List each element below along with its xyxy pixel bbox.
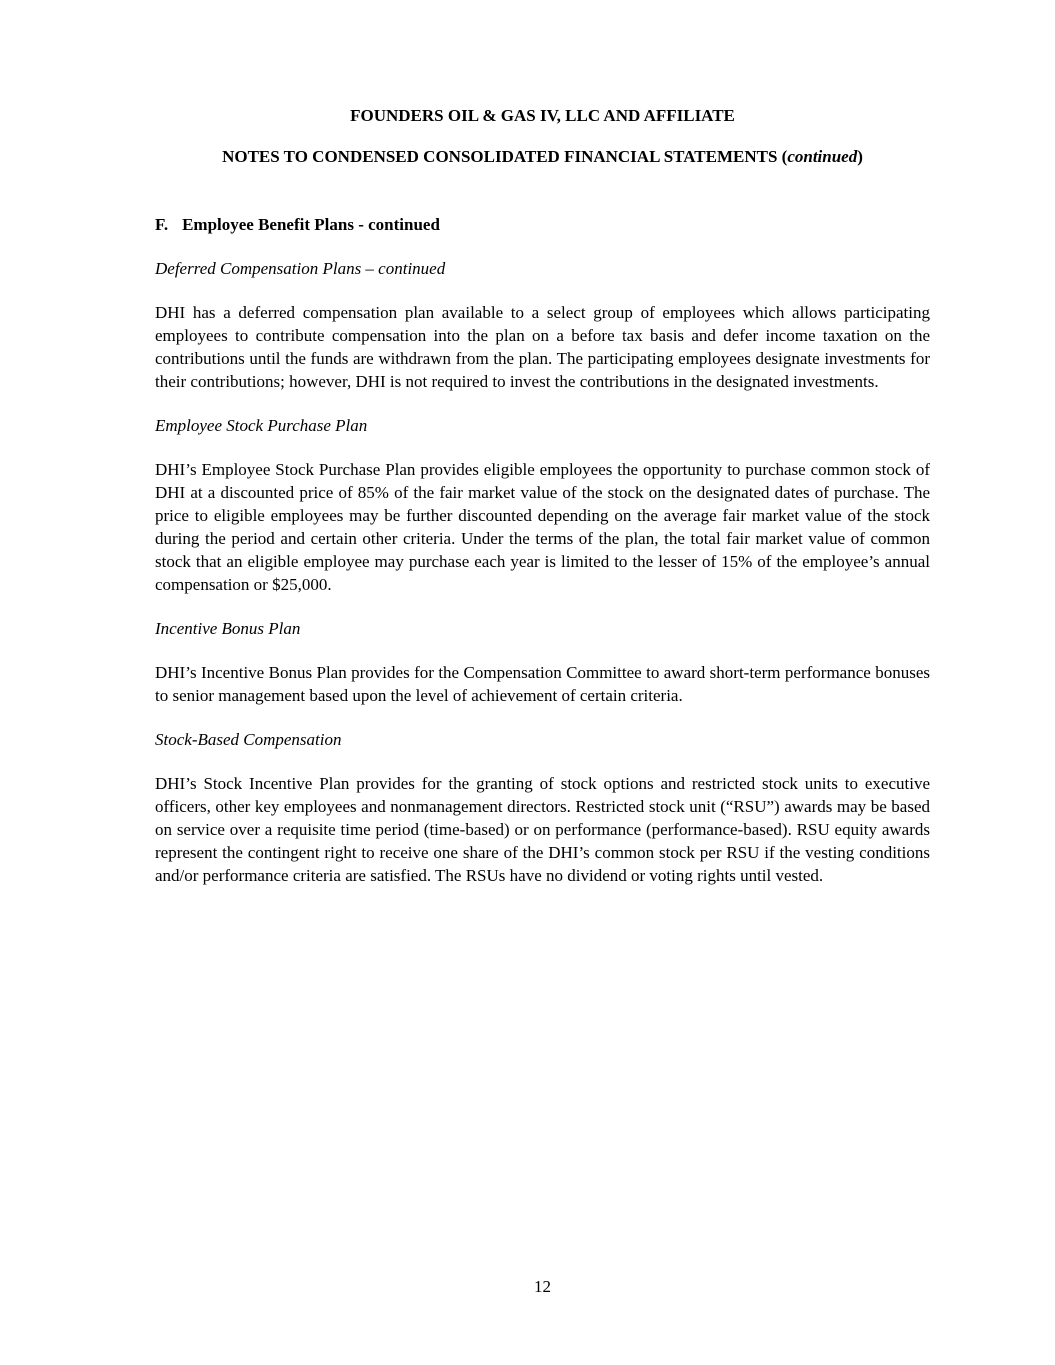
subheading-deferred-compensation: Deferred Compensation Plans – continued	[155, 259, 446, 278]
section-letter: F.	[155, 215, 169, 234]
subheading-employee-stock-purchase: Employee Stock Purchase Plan	[155, 416, 368, 435]
notes-subtitle-prefix: NOTES TO CONDENSED CONSOLIDATED FINANCIAL STATEMENTS (	[222, 147, 788, 166]
paragraph-deferred-compensation: DHI has a deferred compensation plan available to a select group of employees which allows participating employees to contribute compensation into the plan on a before tax basis and defer income taxation on the contributions until the funds are withdrawn from the plan. The participating employees designate investments for their contributions; however, DHI is not required to invest the contributions in the designated investments.	[155, 303, 930, 391]
notes-subtitle-suffix: )	[857, 147, 863, 166]
page-number: 12	[534, 1277, 551, 1296]
subheading-incentive-bonus: Incentive Bonus Plan	[155, 619, 301, 638]
paragraph-stock-based-compensation: DHI’s Stock Incentive Plan provides for the granting of stock options and restricted stock units to executive officers, other key employees and nonmanagement directors. Restricted stock unit (“RSU”) awards may be based on service over a requisite time period (time-based) or on performance (performance-based). RSU equity awards represent the contingent right to receive one share of the DHI’s common stock per RSU if the vesting conditions and/or performance criteria are satisfied. The RSUs have no dividend or voting rights until vested.	[155, 774, 930, 885]
section-heading	[155, 213, 930, 236]
section-title: Employee Benefit Plans - continued	[182, 215, 440, 234]
paragraph-employee-stock-purchase: DHI’s Employee Stock Purchase Plan provides eligible employees the opportunity to purchase common stock of DHI at a discounted price of 85% of the fair market value of the stock on the designated dates of purchase. The price to eligible employees may be further discounted depending on the average fair market value of the stock during the period and certain other criteria. Under the terms of the plan, the total fair market value of common stock that an eligible employee may purchase each year is limited to the lesser of 15% of the employee’s annual compensation or $25,000.	[155, 460, 930, 594]
notes-subtitle-continued: continued	[787, 147, 858, 166]
paragraph-incentive-bonus: DHI’s Incentive Bonus Plan provides for the Compensation Committee to award short-term performance bonuses to senior management based upon the level of achievement of certain criteria.	[155, 663, 930, 705]
notes-subtitle	[155, 145, 930, 168]
document-header	[155, 104, 930, 168]
company-title: FOUNDERS OIL & GAS IV, LLC AND AFFILIATE	[350, 106, 735, 125]
subheading-stock-based-compensation: Stock-Based Compensation	[155, 730, 342, 749]
